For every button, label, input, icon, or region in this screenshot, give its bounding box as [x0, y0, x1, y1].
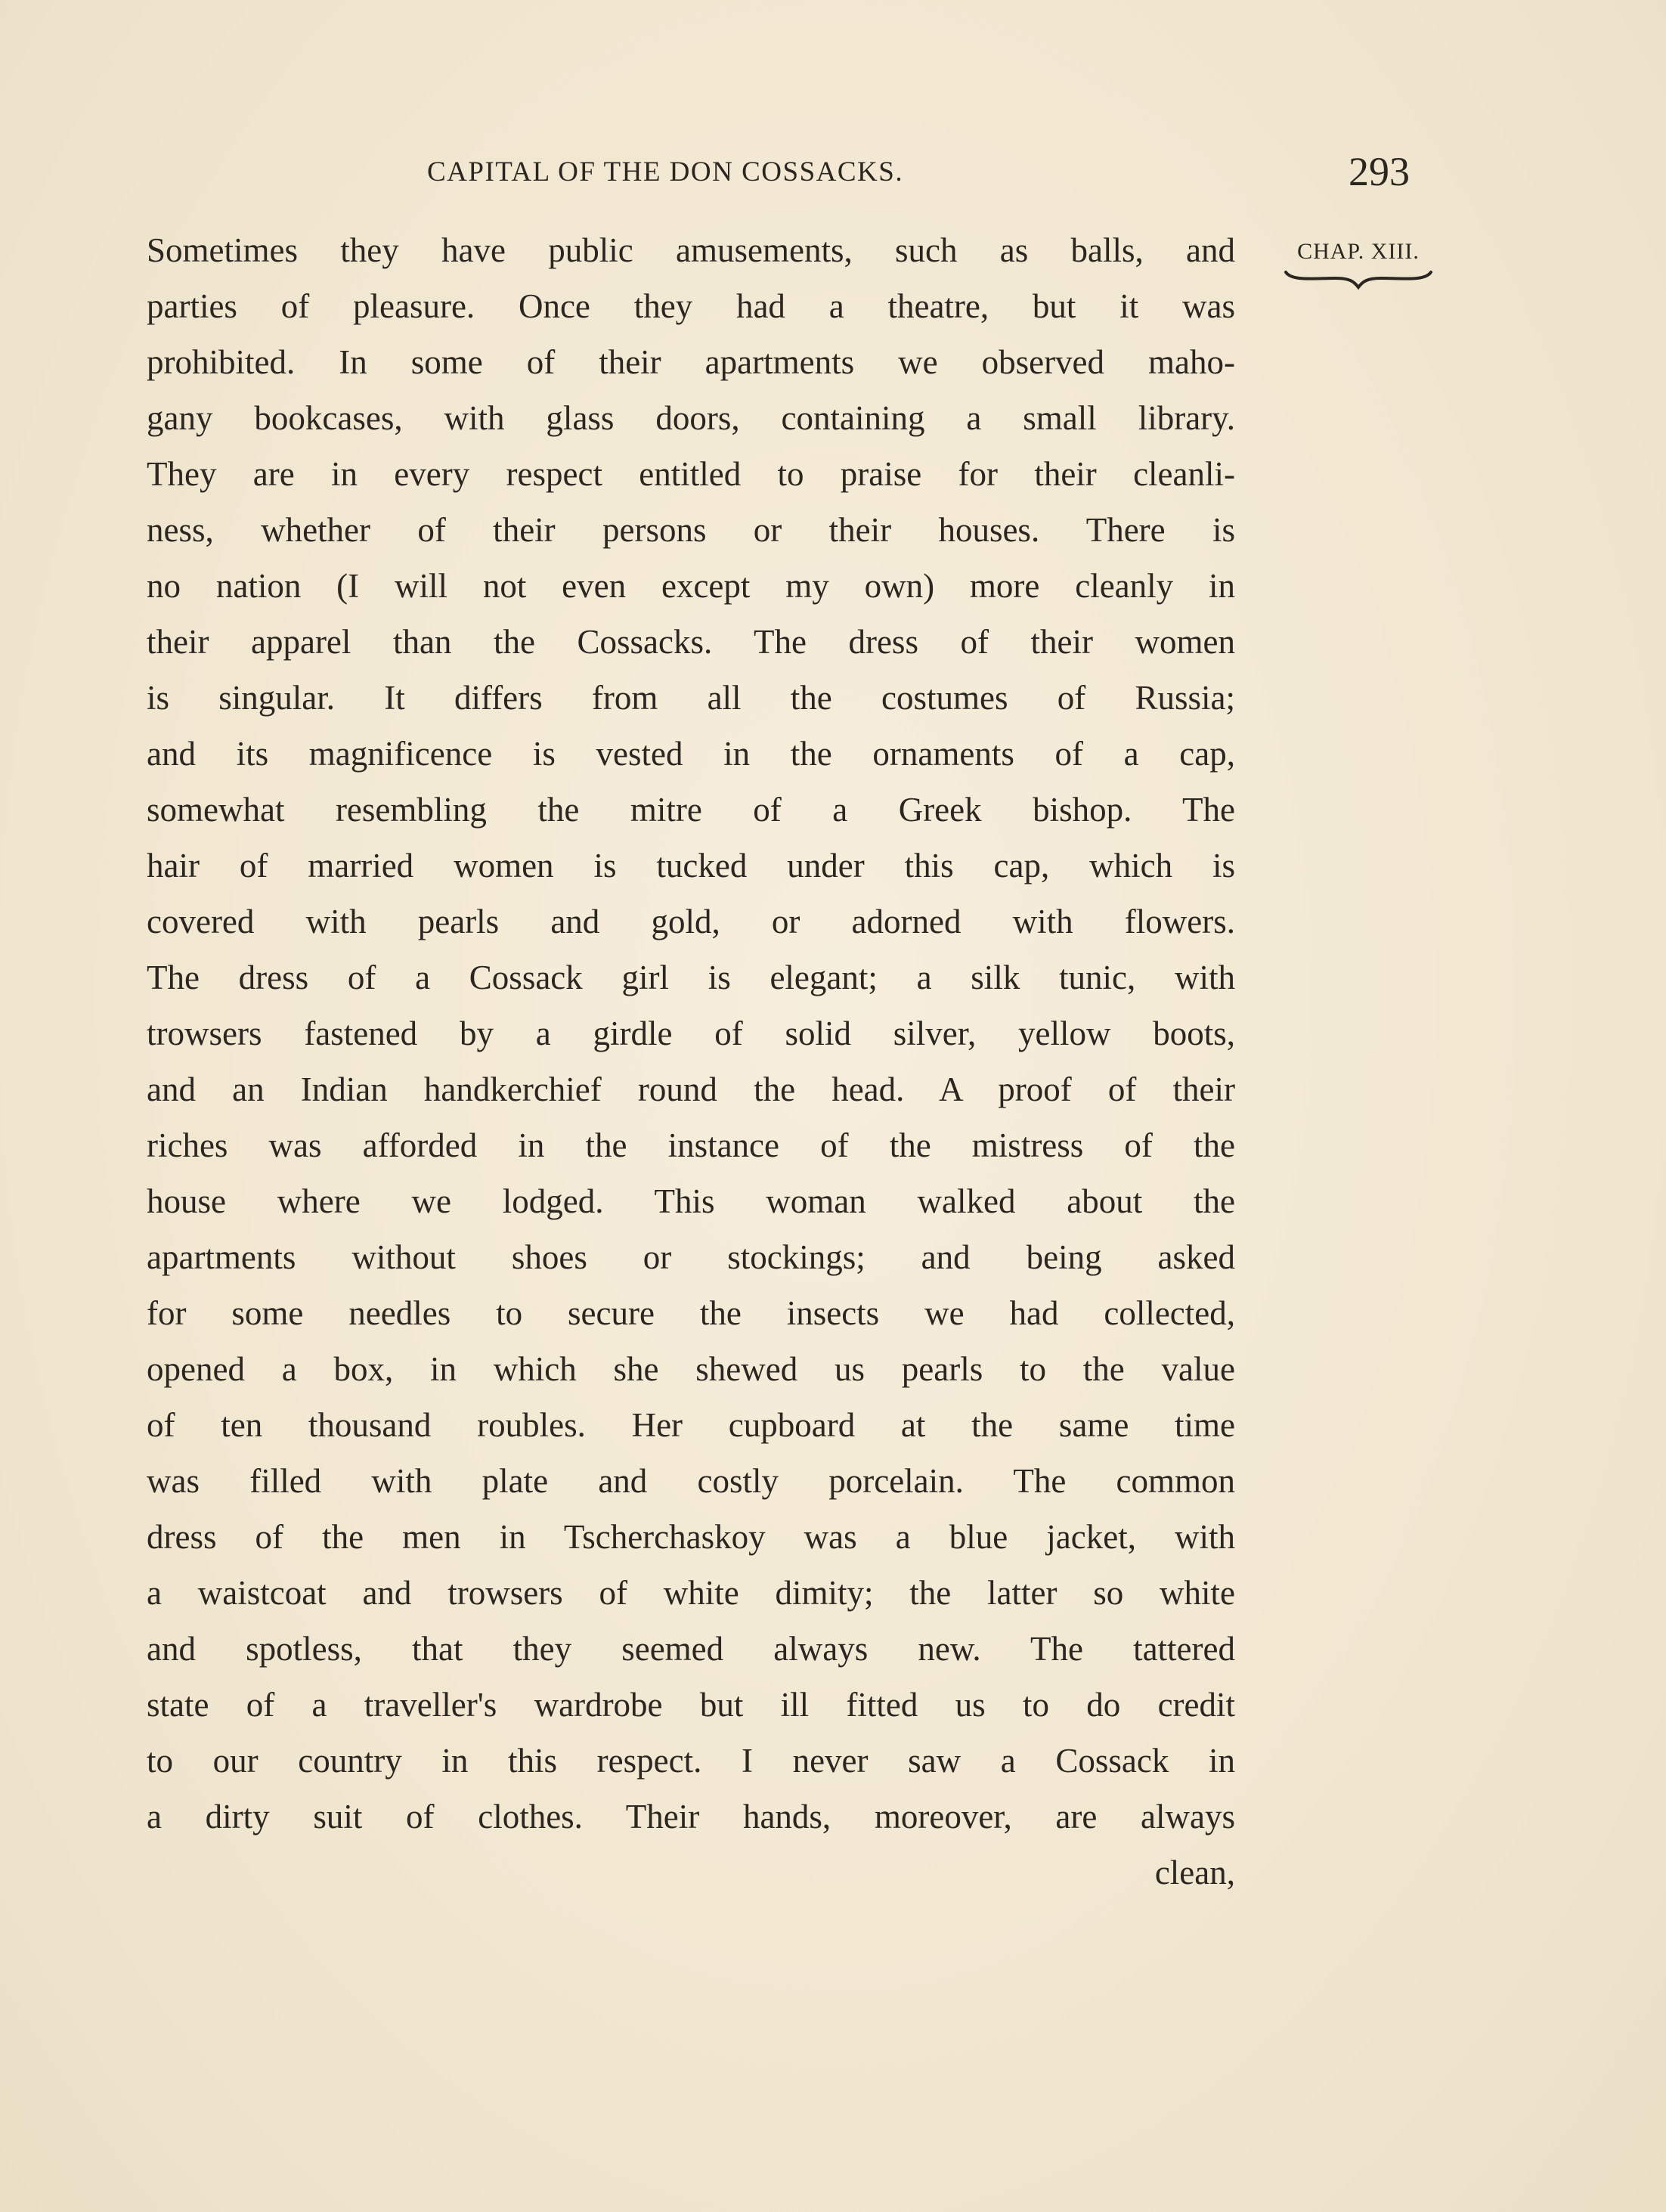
- text-line: and spotless, that they seemed always new. The tattered: [147, 1630, 1235, 1668]
- text-line: a dirty suit of clothes. Their hands, moreover, are always: [147, 1798, 1235, 1836]
- text-line: Sometimes they have public amusements, such as balls, and: [147, 231, 1235, 269]
- text-line: ness, whether of their persons or their houses. There is: [147, 511, 1235, 549]
- text-line: apartments without shoes or stockings; and being asked: [147, 1238, 1235, 1276]
- text-line: no nation (I will not even except my own) more cleanly in: [147, 567, 1235, 605]
- text-line: parties of pleasure. Once they had a theatre, but it was: [147, 287, 1235, 325]
- text-line: and an Indian handkerchief round the head. A proof of their: [147, 1070, 1235, 1108]
- text-line: The dress of a Cossack girl is elegant; a silk tunic, with: [147, 959, 1235, 996]
- text-line: opened a box, in which she shewed us pearls to the value: [147, 1350, 1235, 1388]
- text-line: gany bookcases, with glass doors, containing a small library.: [147, 399, 1235, 437]
- text-line: their apparel than the Cossacks. The dress of their women: [147, 623, 1235, 661]
- running-head: CAPITAL OF THE DON COSSACKS.: [427, 156, 904, 187]
- text-line: prohibited. In some of their apartments we observed maho-: [147, 343, 1235, 381]
- text-line: of ten thousand roubles. Her cupboard at the same time: [147, 1406, 1235, 1444]
- text-line: was filled with plate and costly porcelain. The common: [147, 1462, 1235, 1500]
- body-text: [147, 222, 1235, 1901]
- text-line: is singular. It differs from all the costumes of Russia;: [147, 679, 1235, 717]
- chapter-label: CHAP. XIII.: [1297, 239, 1420, 264]
- text-line: somewhat resembling the mitre of a Greek bishop. The: [147, 791, 1235, 829]
- brace-ornament-icon: [1283, 268, 1434, 293]
- text-line: covered with pearls and gold, or adorned with flowers.: [147, 903, 1235, 940]
- text-line: hair of married women is tucked under this cap, which is: [147, 847, 1235, 884]
- text-line: to our country in this respect. I never saw a Cossack in: [147, 1742, 1235, 1780]
- page-number: 293: [1349, 149, 1410, 194]
- text-line: and its magnificence is vested in the ornaments of a cap,: [147, 735, 1235, 773]
- text-line: for some needles to secure the insects we had collected,: [147, 1294, 1235, 1332]
- text-line: They are in every respect entitled to praise for their cleanli-: [147, 455, 1235, 493]
- text-line: riches was afforded in the instance of the mistress of the: [147, 1126, 1235, 1164]
- text-line: dress of the men in Tscherchaskoy was a blue jacket, with: [147, 1518, 1235, 1556]
- chapter-margin-note: [1279, 239, 1438, 293]
- text-line: a waistcoat and trowsers of white dimity; the latter so white: [147, 1574, 1235, 1612]
- catchword: clean,: [1154, 1854, 1235, 1891]
- text-line: trowsers fastened by a girdle of solid silver, yellow boots,: [147, 1015, 1235, 1052]
- text-line: state of a traveller's wardrobe but ill fitted us to do credit: [147, 1686, 1235, 1724]
- text-line: house where we lodged. This woman walked about the: [147, 1182, 1235, 1220]
